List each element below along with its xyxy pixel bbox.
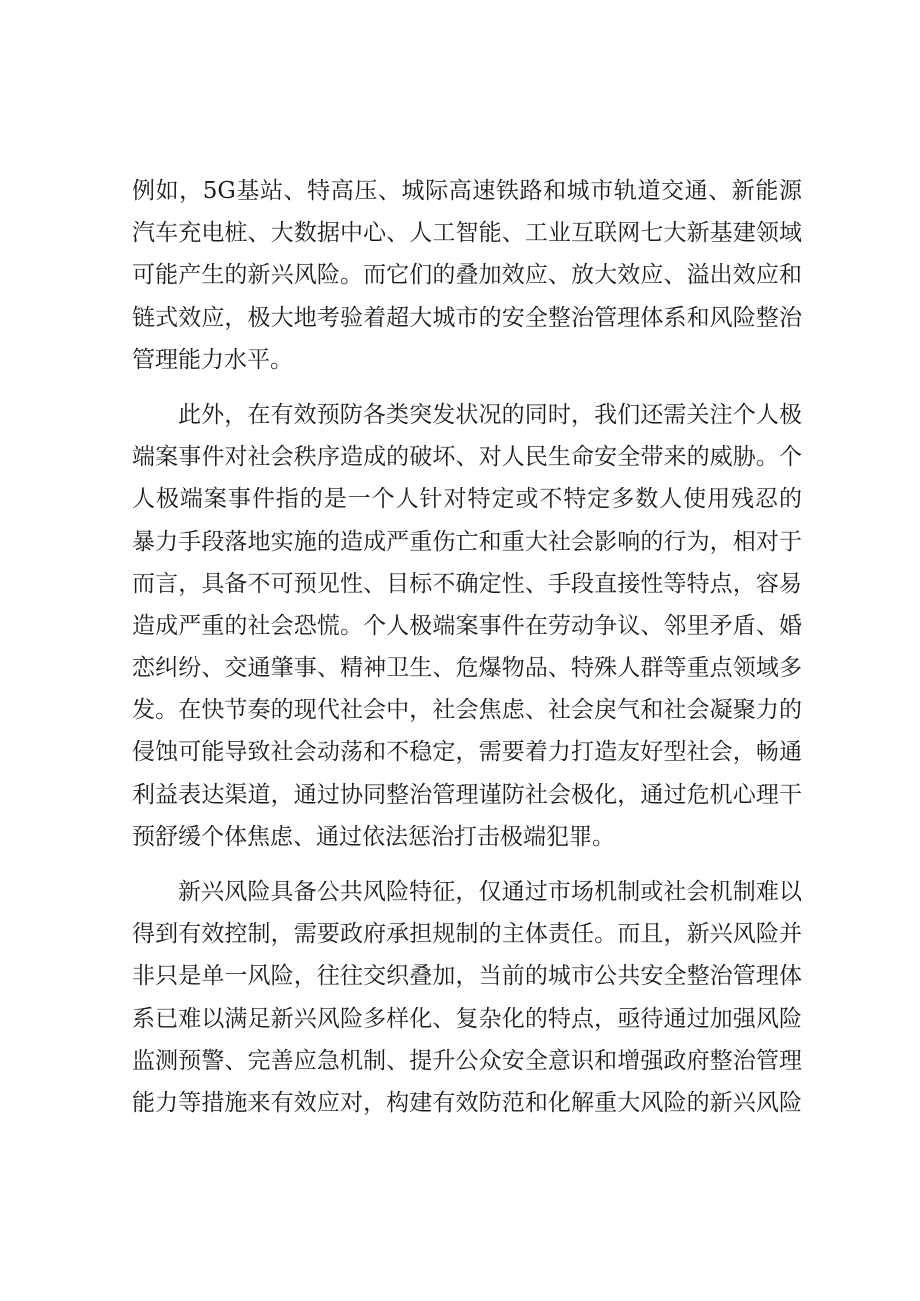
- paragraph-spacer: [132, 858, 802, 871]
- paragraph-line: 新兴风险具备公共风险特征，仅通过市场机制或社会机制难以: [178, 879, 802, 905]
- paragraph-line: 利益表达渠道，通过协同整治管理谨防社会极化，通过危机心理干: [132, 781, 802, 808]
- paragraph-line: 系已难以满足新兴风险多样化、复杂化的特点，亟待通过加强风险: [132, 1005, 802, 1032]
- paragraph-2: [132, 394, 802, 858]
- paragraph-line: 端案事件对社会秩序造成的破坏、对人民生命安全带来的威胁。个: [132, 444, 802, 471]
- paragraph-line: 而言，具备不可预见性、目标不确定性、手段直接性等特点，容易: [132, 570, 802, 597]
- paragraph-line: 预舒缓个体焦虑、通过依法惩治打击极端犯罪。: [132, 823, 615, 850]
- paragraph-line: 汽车充电桩、大数据中心、人工智能、工业互联网七大新基建领域: [132, 220, 802, 247]
- paragraph-line: 此外，在有效预防各类突发状况的同时，我们还需关注个人极: [178, 401, 802, 428]
- paragraph-line: 例如，5G基站、特高压、城际高速铁路和城市轨道交通、新能源: [132, 178, 802, 204]
- paragraph-line: 非只是单一风险，往往交织叠加，当前的城市公共安全整治管理体: [132, 963, 802, 990]
- paragraph-1: [132, 170, 802, 381]
- document-body: [132, 170, 802, 1124]
- paragraph-spacer: [132, 381, 802, 394]
- paragraph-line: 人极端案事件指的是一个人针对特定或不特定多数人使用残忍的: [132, 486, 802, 513]
- paragraph-3: [132, 871, 802, 1124]
- paragraph-line: 管理能力水平。: [132, 346, 293, 373]
- paragraph-line: 得到有效控制，需要政府承担规制的主体责任。而且，新兴风险并: [132, 921, 802, 948]
- paragraph-line: 能力等措施来有效应对，构建有效防范和化解重大风险的新兴风险: [132, 1089, 802, 1116]
- paragraph-line: 造成严重的社会恐慌。个人极端案事件在劳动争议、邻里矛盾、婚: [132, 612, 802, 639]
- paragraph-line: 暴力手段落地实施的造成严重伤亡和重大社会影响的行为，相对于: [132, 528, 802, 555]
- paragraph-line: 发。在快节奏的现代社会中，社会焦虑、社会戾气和社会凝聚力的: [132, 697, 802, 724]
- paragraph-line: 侵蚀可能导致社会动荡和不稳定，需要着力打造友好型社会，畅通: [132, 739, 802, 766]
- paragraph-line: 可能产生的新兴风险。而它们的叠加效应、放大效应、溢出效应和: [132, 262, 802, 289]
- paragraph-line: 链式效应，极大地考验着超大城市的安全整治管理体系和风险整治: [132, 304, 802, 331]
- paragraph-line: 监测预警、完善应急机制、提升公众安全意识和增强政府整治管理: [132, 1047, 802, 1074]
- paragraph-line: 恋纠纷、交通肇事、精神卫生、危爆物品、特殊人群等重点领域多: [132, 655, 802, 682]
